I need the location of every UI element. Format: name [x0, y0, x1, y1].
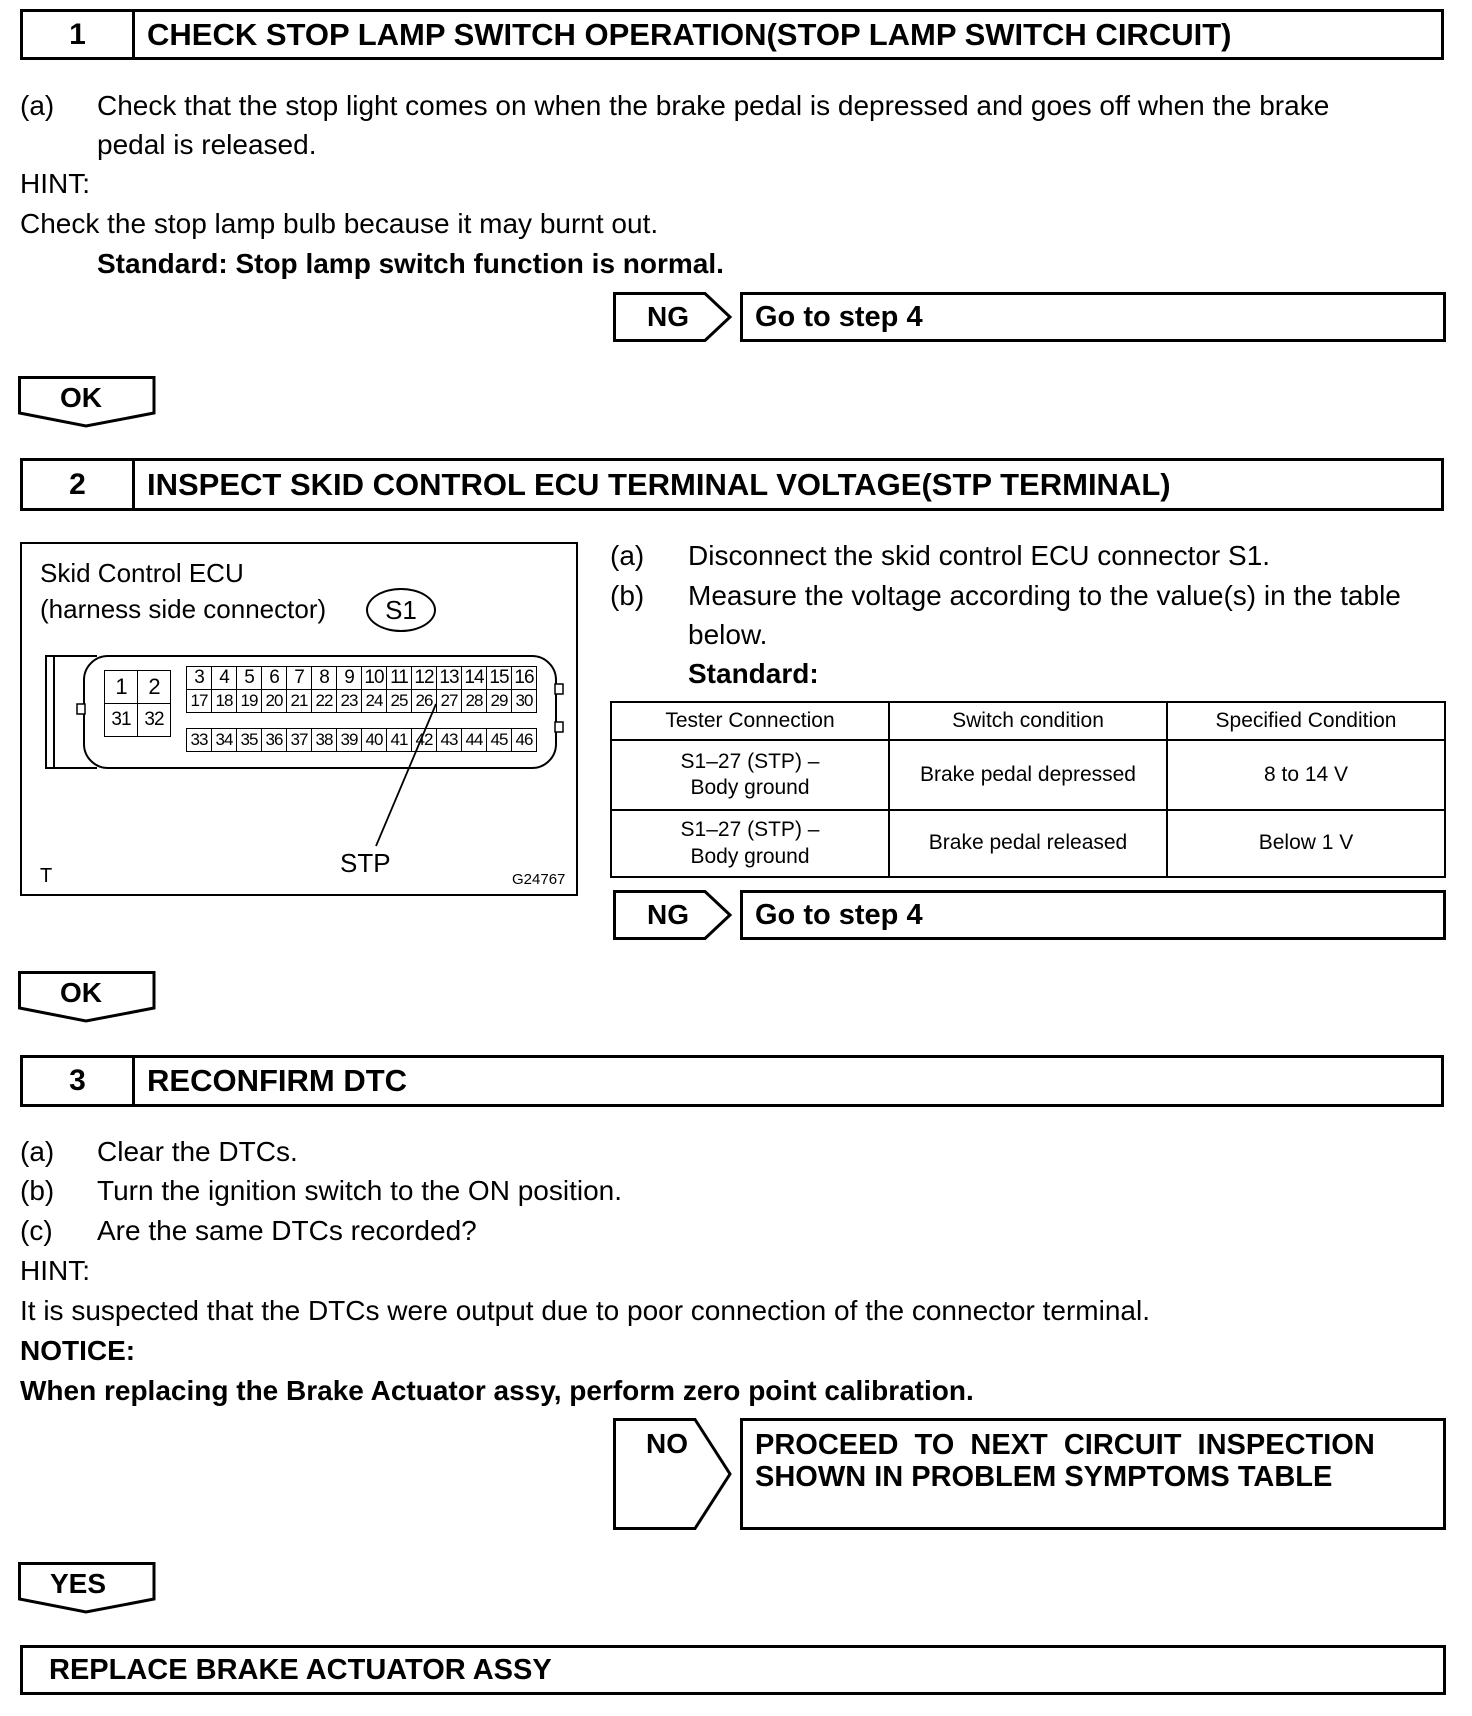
pin: 3 [186, 666, 212, 690]
instruction-text: Measure the voltage according to the value(s) in the table [688, 580, 1401, 611]
instruction-text: Turn the ignition switch to the ON position. [97, 1175, 622, 1206]
ng-branch-marker [613, 890, 733, 940]
pin: 10 [361, 666, 387, 690]
pin: 11 [386, 666, 412, 690]
hint-text: Check the stop lamp bulb because it may burnt out. [20, 208, 659, 239]
specified-condition-cell: Below 1 V [1167, 810, 1445, 877]
item-label: (b) [20, 1175, 55, 1206]
ok-label: OK [60, 382, 102, 413]
instruction-text-cont: pedal is released. [97, 129, 317, 160]
tester-connection-cell [611, 810, 889, 877]
connector-id-badge: S1 [366, 588, 436, 632]
column-header: Specified Condition [1167, 702, 1445, 740]
pin-2: 2 [137, 670, 171, 704]
column-header: Switch condition [889, 702, 1167, 740]
pin: 24 [361, 689, 387, 713]
pin: 14 [461, 666, 487, 690]
pin: 8 [311, 666, 337, 690]
pin: 39 [336, 728, 362, 752]
pin: 23 [336, 689, 362, 713]
column-header: Tester Connection [611, 702, 889, 740]
next-circuit-inspection-link[interactable] [740, 1418, 1446, 1530]
pin: 13 [436, 666, 462, 690]
pin: 44 [461, 728, 487, 752]
cell-line: Body ground [690, 776, 810, 799]
step-number: 2 [23, 461, 135, 508]
pin: 7 [286, 666, 312, 690]
pin: 25 [386, 689, 412, 713]
switch-condition-cell: Brake pedal released [889, 810, 1167, 877]
step-3-header [20, 1055, 1444, 1107]
pin: 34 [211, 728, 237, 752]
table-header-row [611, 702, 1445, 740]
pin: 9 [336, 666, 362, 690]
diagram-title: Skid Control ECU [40, 558, 244, 588]
pin-31: 31 [104, 703, 138, 737]
pin: 19 [236, 689, 262, 713]
pin: 30 [511, 689, 537, 713]
pin: 17 [186, 689, 212, 713]
cell-line: S1–27 (STP) – [680, 749, 820, 773]
step-title: CHECK STOP LAMP SWITCH OPERATION(STOP LAMP SWITCH CIRCUIT) [147, 16, 1232, 52]
step-number: 3 [23, 1058, 135, 1104]
step-title: RECONFIRM DTC [147, 1063, 408, 1098]
go-to-step-link[interactable]: Go to step 4 [740, 890, 1446, 940]
item-label: (a) [20, 90, 55, 121]
table-row [611, 810, 1445, 877]
pin: 22 [311, 689, 337, 713]
hint-label: HINT: [20, 1255, 90, 1286]
pin: 18 [211, 689, 237, 713]
instruction-text: Check that the stop light comes on when the brake pedal is depressed and goes off when the brake [97, 90, 1330, 121]
ok-branch-marker [18, 971, 156, 1023]
diagram-subtitle: (harness side connector) [40, 594, 327, 624]
pin: 15 [486, 666, 512, 690]
yes-label: YES [50, 1568, 107, 1599]
final-action-box: REPLACE BRAKE ACTUATOR ASSY [20, 1645, 1446, 1695]
pin: 45 [486, 728, 512, 752]
pin: 20 [261, 689, 287, 713]
no-label: NO [646, 1428, 688, 1459]
instruction-text: Disconnect the skid control ECU connector S1. [688, 540, 1271, 571]
action-line: PROCEED TO NEXT CIRCUIT INSPECTION [755, 1429, 1375, 1461]
pin: 21 [286, 689, 312, 713]
pin: 42 [411, 728, 437, 752]
switch-condition-cell: Brake pedal depressed [889, 740, 1167, 810]
ng-label: NG [647, 301, 689, 332]
ng-label: NG [647, 899, 689, 930]
connector-diagram [20, 542, 578, 896]
pin-32: 32 [137, 703, 171, 737]
step-1-header [20, 9, 1444, 60]
pin: 36 [261, 728, 287, 752]
step-2-header [20, 458, 1444, 511]
ng-branch-marker [613, 292, 733, 342]
pin: 35 [236, 728, 262, 752]
pin: 37 [286, 728, 312, 752]
hint-label: HINT: [20, 168, 90, 199]
pin: 38 [311, 728, 337, 752]
spec-table [610, 701, 1446, 878]
pin: 43 [436, 728, 462, 752]
pin: 28 [461, 689, 487, 713]
instruction-text-cont: below. [688, 619, 768, 650]
pin-1: 1 [104, 670, 138, 704]
pin: 16 [511, 666, 537, 690]
pin: 33 [186, 728, 212, 752]
pin: 26 [411, 689, 437, 713]
pin: 4 [211, 666, 237, 690]
table-row [611, 740, 1445, 810]
pin: 12 [411, 666, 437, 690]
pin: 46 [511, 728, 537, 752]
action-line: SHOWN IN PROBLEM SYMPTOMS TABLE [755, 1461, 1333, 1493]
item-label: (c) [20, 1215, 53, 1246]
go-to-step-link[interactable]: Go to step 4 [740, 292, 1446, 342]
instruction-text: Are the same DTCs recorded? [97, 1215, 477, 1246]
pin: 6 [261, 666, 287, 690]
hint-text: It is suspected that the DTCs were output due to poor connection of the connector terminal. [20, 1295, 1150, 1326]
cell-line: Body ground [690, 844, 810, 868]
item-label: (a) [20, 1136, 55, 1167]
yes-branch-marker [18, 1562, 156, 1614]
standard-label: Standard: [688, 658, 819, 689]
corner-mark: T [40, 865, 53, 887]
figure-id: G24767 [512, 871, 566, 888]
stp-callout: STP [340, 848, 391, 878]
pin: 40 [361, 728, 387, 752]
pin: 5 [236, 666, 262, 690]
cell-line: S1–27 (STP) – [680, 818, 820, 842]
standard-text: Standard: Stop lamp switch function is normal. [97, 248, 724, 279]
ok-label: OK [60, 977, 102, 1008]
item-label: (b) [610, 580, 645, 611]
step-title: INSPECT SKID CONTROL ECU TERMINAL VOLTAGE(STP TERMINAL) [147, 466, 1171, 502]
notice-text: When replacing the Brake Actuator assy, perform zero point calibration. [20, 1375, 974, 1406]
specified-condition-cell: 8 to 14 V [1167, 740, 1445, 810]
step-number: 1 [23, 12, 135, 57]
tester-connection-cell [611, 740, 889, 810]
item-label: (a) [610, 540, 645, 571]
pin: 29 [486, 689, 512, 713]
ok-branch-marker [18, 376, 156, 428]
instruction-text: Clear the DTCs. [97, 1136, 298, 1167]
notice-label: NOTICE: [20, 1335, 136, 1366]
pin: 27 [436, 689, 462, 713]
pin: 41 [386, 728, 412, 752]
no-branch-marker [613, 1418, 733, 1530]
